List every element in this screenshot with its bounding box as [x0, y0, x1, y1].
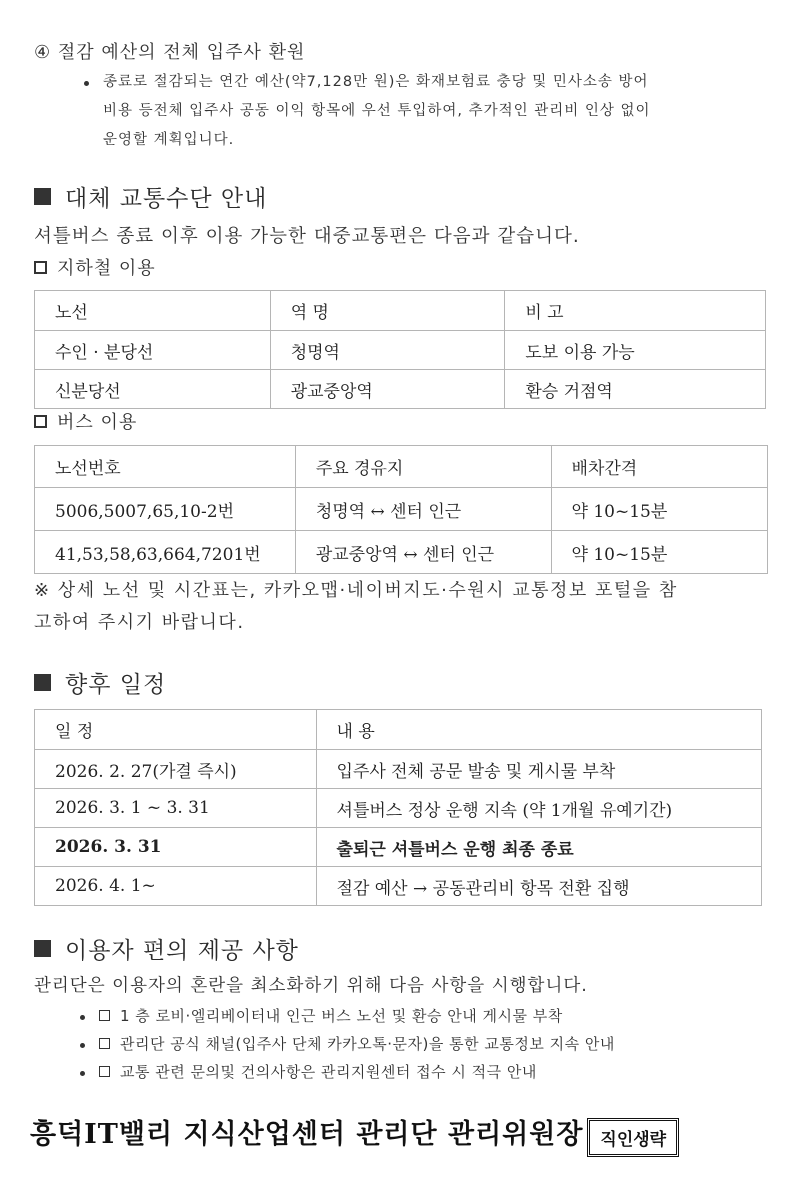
table-cell: 절감 예산 → 공동관리비 항목 전환 집행	[316, 867, 761, 906]
savings-desc-line-3: 운영할 계획입니다.	[103, 132, 235, 148]
bus-table	[34, 445, 768, 574]
table-cell: 입주사 전체 공문 발송 및 게시물 부착	[316, 750, 761, 789]
list-item-text: 관리단 공식 채널(입주사 단체 카카오톡·문자)을 통한 교통정보 지속 안내	[120, 1035, 615, 1053]
schedule-table	[34, 709, 762, 906]
table-row	[35, 488, 768, 531]
filled-square-icon	[34, 940, 51, 957]
subway-heading-text: 지하철 이용	[57, 258, 156, 279]
table-cell: 환승 거점역	[505, 370, 766, 409]
table-cell: 2026. 4. 1~	[35, 867, 317, 906]
bullet-icon	[80, 1015, 85, 1020]
checkbox-icon	[99, 1010, 110, 1021]
table-header-cell: 비 고	[505, 291, 766, 331]
list-item	[80, 1004, 780, 1032]
savings-desc-line-2: 비용 등전체 입주사 공동 이익 항목에 우선 투입하여, 추가적인 관리비 인상 없이	[103, 103, 651, 119]
table-row	[35, 370, 766, 409]
savings-bullet	[84, 68, 774, 155]
savings-item-desc	[84, 68, 774, 155]
transport-heading	[34, 180, 267, 213]
table-cell: 광교중앙역 ↔ 센터 인근	[295, 531, 551, 574]
subway-table	[34, 290, 766, 409]
table-cell: 2026. 2. 27(가결 즉시)	[35, 750, 317, 789]
table-header-cell: 노선	[35, 291, 271, 331]
table-cell: 출퇴근 셔틀버스 운행 최종 종료	[316, 828, 761, 867]
table-header-cell: 노선번호	[35, 446, 296, 488]
seal-omitted-stamp: 직인생략	[587, 1118, 679, 1157]
table-header-row	[35, 710, 762, 750]
table-cell: 2026. 3. 1 ~ 3. 31	[35, 789, 317, 828]
table-cell: 약 10~15분	[551, 531, 767, 574]
bus-heading-text: 버스 이용	[57, 412, 138, 433]
table-row	[35, 789, 762, 828]
bullet-icon	[80, 1043, 85, 1048]
table-cell: 광교중앙역	[270, 370, 505, 409]
table-header-row	[35, 291, 766, 331]
convenience-heading	[34, 932, 299, 965]
table-cell: 청명역 ↔ 센터 인근	[295, 488, 551, 531]
empty-square-icon	[34, 261, 47, 274]
transport-intro: 셔틀버스 종료 이후 이용 가능한 대중교통편은 다음과 같습니다.	[34, 226, 580, 247]
savings-desc-line-1: 종료로 절감되는 연간 예산(약7,128만 원)은 화재보험료 충당 및 민사소송 방어	[103, 74, 649, 90]
table-header-cell: 내 용	[316, 710, 761, 750]
subway-heading	[34, 254, 156, 280]
convenience-list	[80, 1004, 780, 1088]
transport-note-line-1: ※ 상세 노선 및 시간표는, 카카오맵·네이버지도·수원시 교통정보 포털을 참	[34, 580, 678, 601]
table-header-cell: 배차간격	[551, 446, 767, 488]
table-header-cell: 일 정	[35, 710, 317, 750]
table-cell: 5006,5007,65,10-2번	[35, 488, 296, 531]
transport-heading-text: 대체 교통수단 안내	[65, 186, 268, 212]
table-cell: 신분당선	[35, 370, 271, 409]
footer	[30, 1112, 679, 1151]
empty-square-icon	[34, 415, 47, 428]
table-cell: 2026. 3. 31	[35, 828, 317, 867]
table-row	[35, 531, 768, 574]
table-cell: 약 10~15분	[551, 488, 767, 531]
list-item-text: 교통 관련 문의및 건의사항은 관리지원센터 접수 시 적극 안내	[120, 1063, 537, 1081]
filled-square-icon	[34, 188, 51, 205]
table-cell: 도보 이용 가능	[505, 331, 766, 370]
bullet-icon	[80, 1071, 85, 1076]
checkbox-icon	[99, 1038, 110, 1049]
table-row-highlight	[35, 828, 762, 867]
signature: 흥덕IT밸리 지식산업센터 관리단 관리위원장	[30, 1119, 584, 1150]
list-item	[80, 1060, 780, 1088]
convenience-heading-text: 이용자 편의 제공 사항	[65, 938, 299, 964]
savings-item-title: ④ 절감 예산의 전체 입주사 환원	[34, 42, 306, 63]
list-item	[80, 1032, 780, 1060]
filled-square-icon	[34, 674, 51, 691]
table-row	[35, 867, 762, 906]
table-header-cell: 주요 경유지	[295, 446, 551, 488]
convenience-intro: 관리단은 이용자의 혼란을 최소화하기 위해 다음 사항을 시행합니다.	[34, 976, 588, 996]
schedule-heading-text: 향후 일정	[65, 672, 167, 698]
schedule-heading	[34, 666, 166, 699]
table-header-cell: 역 명	[270, 291, 505, 331]
list-item-text: 1 층 로비·엘리베이터내 인근 버스 노선 및 환승 안내 게시물 부착	[120, 1007, 563, 1025]
table-row	[35, 331, 766, 370]
table-cell: 수인 · 분당선	[35, 331, 271, 370]
table-cell: 41,53,58,63,664,7201번	[35, 531, 296, 574]
bullet-icon	[84, 81, 89, 86]
table-row	[35, 750, 762, 789]
checkbox-icon	[99, 1066, 110, 1077]
table-cell: 셔틀버스 정상 운행 지속 (약 1개월 유예기간)	[316, 789, 761, 828]
table-cell: 청명역	[270, 331, 505, 370]
bus-heading	[34, 408, 137, 434]
transport-note-line-2: 고하여 주시기 바랍니다.	[34, 612, 245, 633]
table-header-row	[35, 446, 768, 488]
